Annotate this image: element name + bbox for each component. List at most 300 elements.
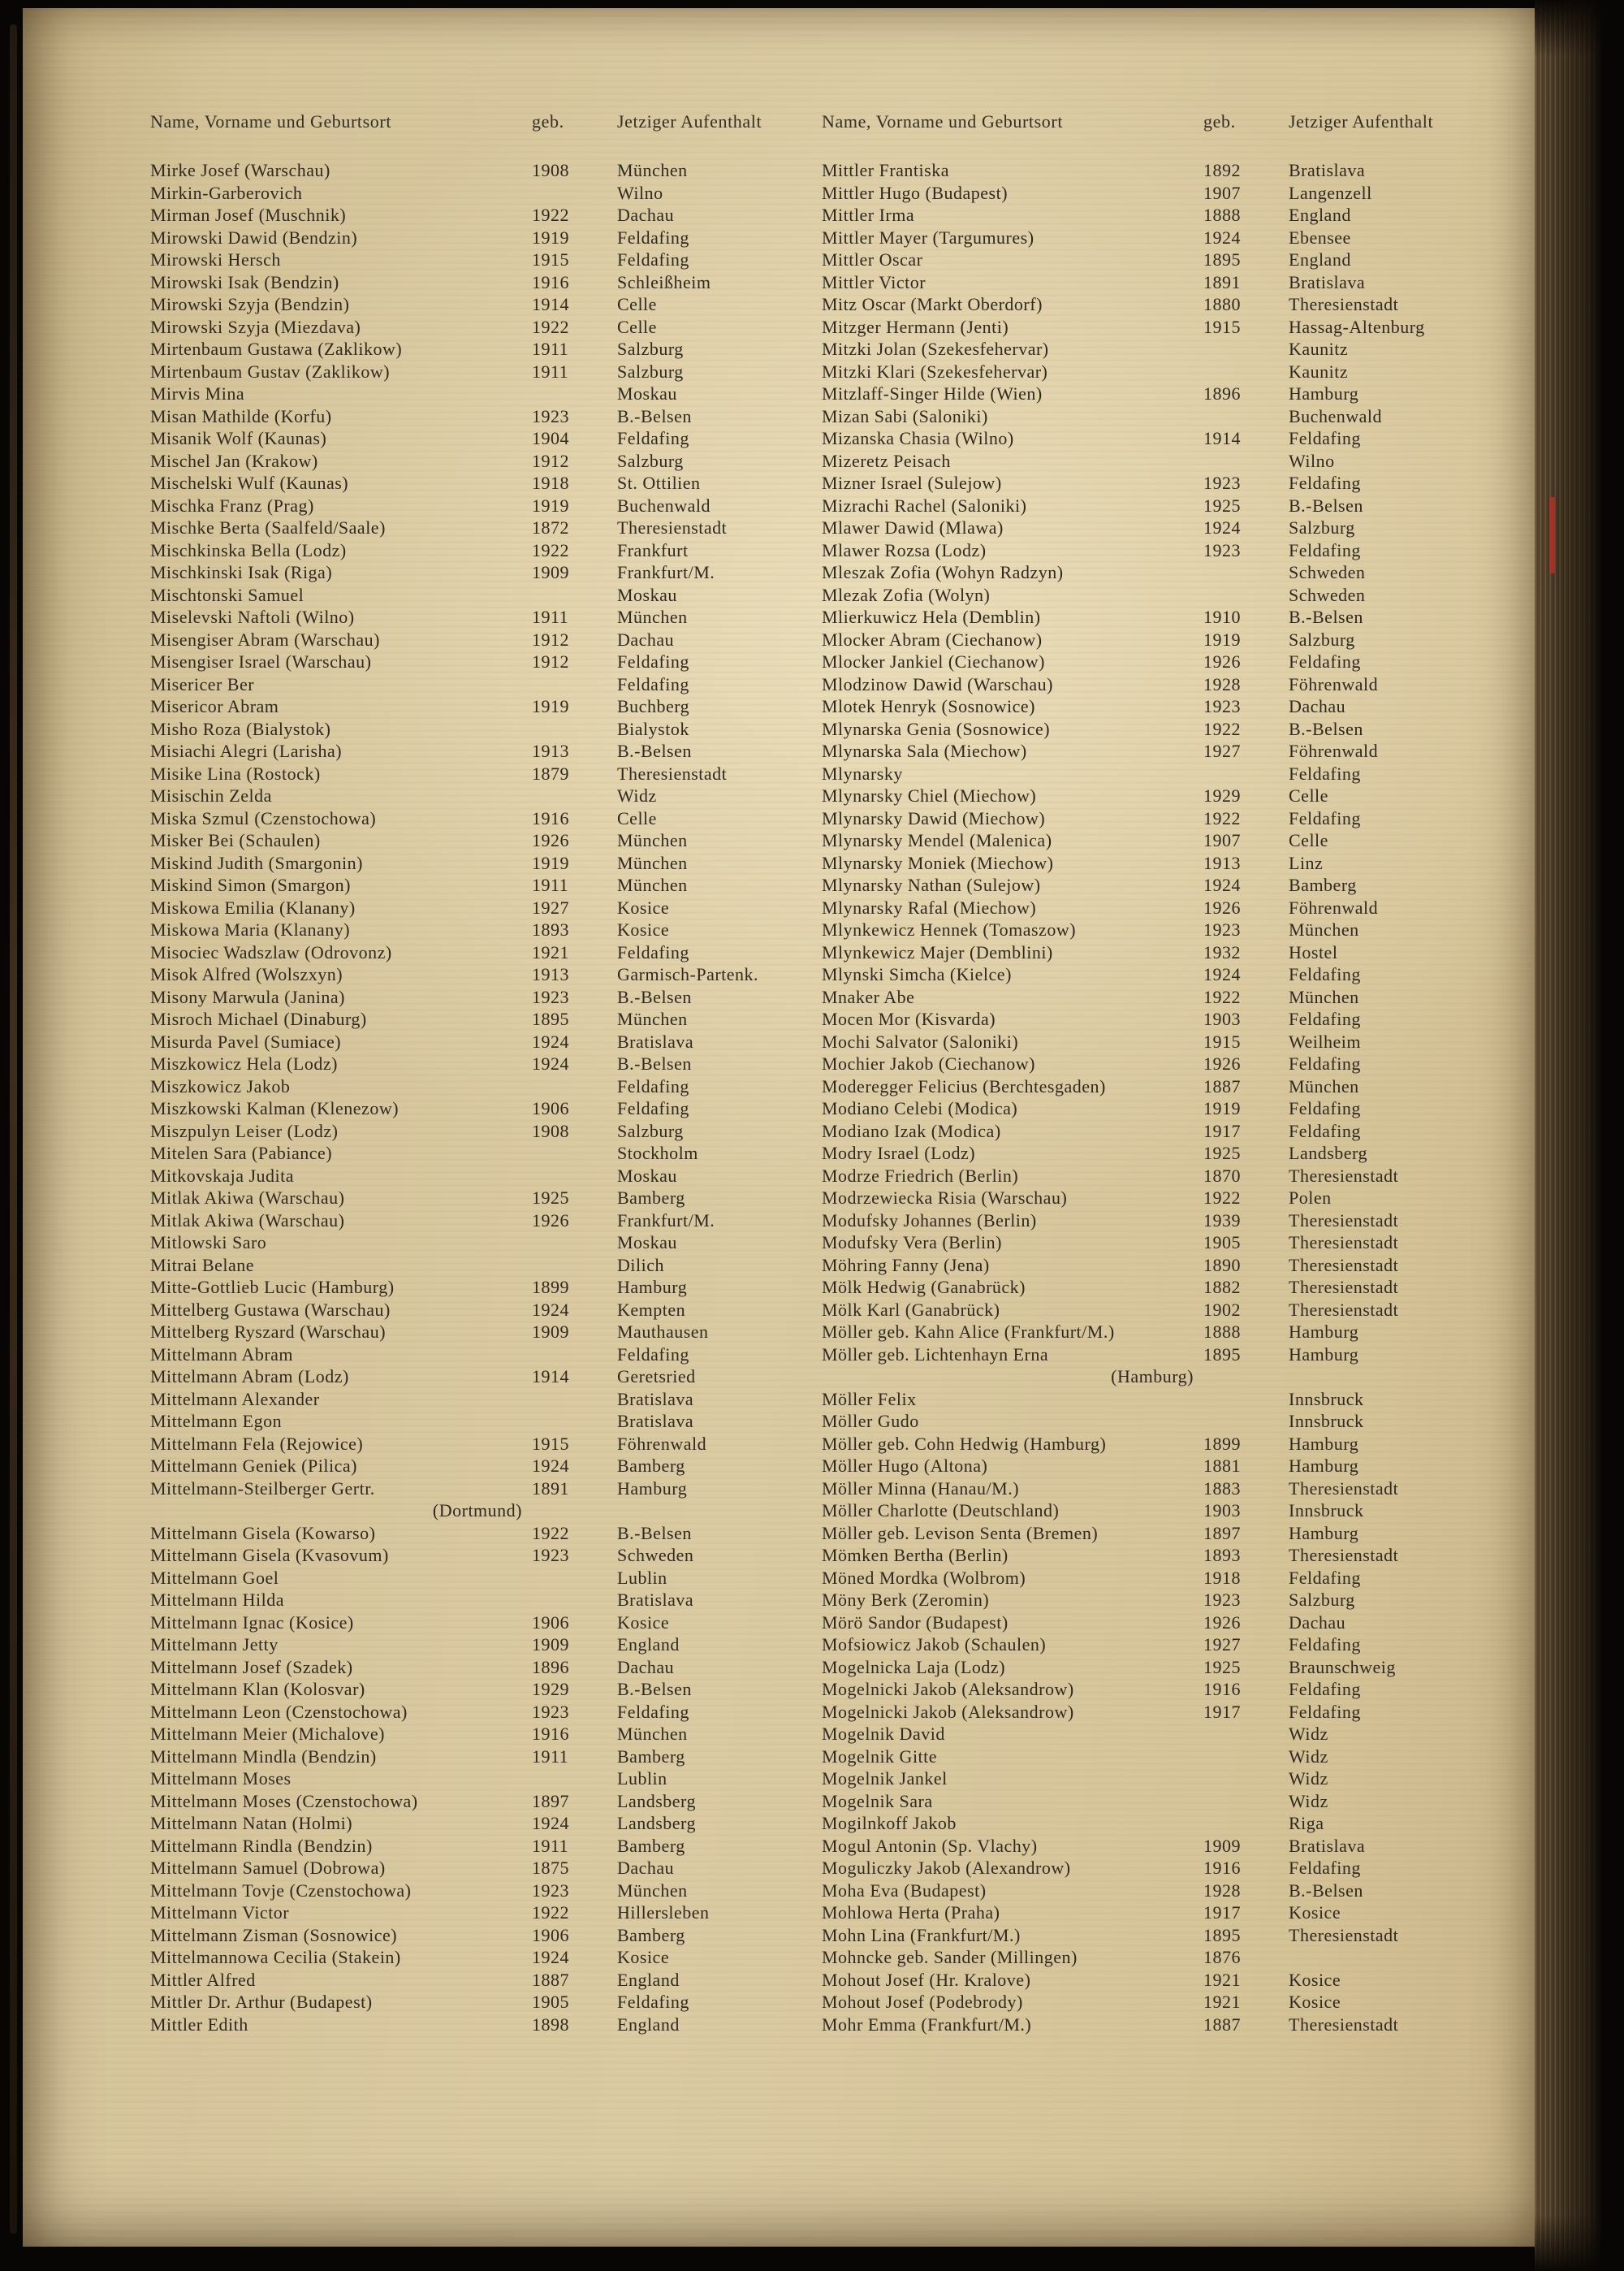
entry-residence: Theresienstadt xyxy=(1289,1477,1399,1499)
entry-name: (Dortmund) xyxy=(432,1500,522,1520)
entry-geb: 1923 xyxy=(532,1545,569,1565)
entry-geb: 1902 xyxy=(1203,1299,1241,1320)
entry-residence: Celle xyxy=(1289,785,1328,806)
entry-name: Mlynarska Genia (Sosnowice) xyxy=(822,718,1051,739)
table-row xyxy=(822,1299,1488,1322)
entry-residence: Salzburg xyxy=(617,450,684,471)
entry-residence: Salzburg xyxy=(1289,629,1355,650)
table-row xyxy=(822,1812,1488,1835)
table-row xyxy=(822,829,1488,852)
entry-name: Misroch Michael (Dinaburg) xyxy=(150,1009,367,1029)
table-row xyxy=(822,1231,1488,1254)
entry-name: Mizner Israel (Sulejow) xyxy=(822,473,1002,493)
entry-name: Mittelmann Gisela (Kowarso) xyxy=(150,1522,376,1543)
entry-residence: Wilno xyxy=(1289,450,1335,471)
entry-residence: Schleißheim xyxy=(617,271,711,292)
table-row xyxy=(822,1008,1488,1031)
table-row xyxy=(822,1767,1488,1790)
entry-residence: Bamberg xyxy=(617,1745,685,1767)
entry-residence: Dachau xyxy=(617,1858,675,1878)
entry-residence: Schweden xyxy=(1289,584,1366,605)
entry-name: Mirowski Dawid (Bendzin) xyxy=(150,227,358,248)
entry-name: Möller Minna (Hanau/M.) xyxy=(822,1477,1020,1499)
entry-residence: St. Ottilien xyxy=(617,473,701,493)
entry-residence: Föhrenwald xyxy=(1289,741,1379,761)
table-row xyxy=(150,1231,800,1254)
entry-residence: München xyxy=(617,830,688,850)
entry-name: Mittelmann Hilda xyxy=(150,1590,285,1610)
entry-residence: Hostel xyxy=(1289,941,1338,962)
entry-name: Mocen Mor (Kisvarda) xyxy=(822,1009,996,1029)
entry-name: Mittelmann Gisela (Kvasovum) xyxy=(150,1545,389,1565)
entry-name: Modiano Celebi (Modica) xyxy=(822,1098,1018,1118)
entry-geb: 1875 xyxy=(532,1858,569,1878)
column-header xyxy=(150,110,762,133)
table-row xyxy=(822,1276,1488,1299)
entry-residence: Kosice xyxy=(1289,1992,1341,2012)
entry-geb: 1919 xyxy=(532,852,569,873)
entry-residence: Feldafing xyxy=(1289,651,1361,672)
entry-geb xyxy=(1203,405,1260,428)
entry-residence: Celle xyxy=(1289,830,1328,850)
entry-residence: Widz xyxy=(1289,1724,1328,1744)
entry-name: (Hamburg) xyxy=(1111,1366,1194,1386)
table-row xyxy=(150,1678,800,1701)
entry-geb: 1918 xyxy=(1203,1567,1241,1588)
entry-geb: 1897 xyxy=(532,1790,569,1811)
entry-name: Mittler Hugo (Budapest) xyxy=(822,182,1009,203)
entry-name: Mitelen Sara (Pabiance) xyxy=(150,1143,333,1163)
entry-geb: 1908 xyxy=(532,1120,569,1141)
table-row xyxy=(822,1745,1488,1768)
entry-geb xyxy=(532,1142,589,1165)
table-row xyxy=(822,651,1488,673)
entry-geb: 1899 xyxy=(532,1277,569,1297)
entry-name: Mogelnik Sara xyxy=(822,1790,933,1811)
entry-geb: 1926 xyxy=(1203,1053,1241,1074)
entry-residence: Hillersleben xyxy=(617,1902,710,1923)
table-row xyxy=(150,1031,800,1053)
entry-name: Misericor Abram xyxy=(150,696,279,716)
table-row xyxy=(822,606,1488,629)
table-row xyxy=(150,2014,800,2036)
entry-geb: 1921 xyxy=(532,941,569,962)
entry-name: Mittelmann Meier (Michalove) xyxy=(150,1724,385,1744)
entry-geb: 1906 xyxy=(532,1924,569,1945)
table-row xyxy=(150,1187,800,1209)
entry-name: Mochi Salvator (Saloniki) xyxy=(822,1031,1019,1052)
entry-residence: Ebensee xyxy=(1289,227,1351,248)
entry-geb: 1925 xyxy=(532,1187,569,1208)
entry-name: Möller Felix xyxy=(822,1388,917,1409)
entry-geb: 1897 xyxy=(1203,1522,1241,1543)
entry-name: Mörö Sandor (Budapest) xyxy=(822,1611,1009,1633)
entry-residence xyxy=(1289,1365,1488,1388)
table-row xyxy=(150,1053,800,1075)
entry-name: Mittelmann Natan (Holmi) xyxy=(150,1813,353,1833)
entry-name: Mittler Oscar xyxy=(822,249,923,270)
entry-name: Mischka Franz (Prag) xyxy=(150,495,314,516)
entry-geb: 1924 xyxy=(532,1456,569,1476)
entry-residence: Buchenwald xyxy=(617,495,710,516)
entry-name: Mischke Berta (Saalfeld/Saale) xyxy=(150,517,386,538)
column-header-name: Name, Vorname und Geburtsort xyxy=(822,111,1064,132)
entry-name: Mittelmann Zisman (Sosnowice) xyxy=(150,1924,398,1945)
entry-residence: Bratislava xyxy=(1289,160,1366,180)
entry-geb: 1927 xyxy=(1203,1634,1241,1655)
entry-residence: Schweden xyxy=(617,1545,694,1565)
table-row xyxy=(822,941,1488,964)
table-row xyxy=(150,1433,800,1456)
entry-geb: 1923 xyxy=(532,986,569,1007)
entry-residence: Salzburg xyxy=(1289,1590,1355,1610)
table-row xyxy=(822,1053,1488,1075)
entry-residence: Theresienstadt xyxy=(1289,1232,1399,1252)
table-row xyxy=(150,1611,800,1634)
table-row xyxy=(822,450,1488,473)
entry-name: Misanik Wolf (Kaunas) xyxy=(150,428,327,448)
entry-name: Mlynarsky Dawid (Miechow) xyxy=(822,807,1046,828)
entry-name: Mirvis Mina xyxy=(150,383,245,404)
entry-geb: 1922 xyxy=(1203,807,1241,828)
entry-residence: Moskau xyxy=(617,1232,677,1252)
entry-geb: 1921 xyxy=(1203,1992,1241,2012)
entry-geb: 1923 xyxy=(532,405,569,426)
entry-residence: Föhrenwald xyxy=(617,1433,707,1454)
entry-residence: Feldafing xyxy=(617,651,689,672)
entry-geb: 1916 xyxy=(1203,1679,1241,1699)
entry-name: Misony Marwula (Janina) xyxy=(150,986,346,1007)
entry-name: Mlynkewicz Hennek (Tomaszow) xyxy=(822,919,1077,940)
entry-geb: 1872 xyxy=(532,517,569,538)
table-row xyxy=(822,986,1488,1009)
entry-name: Mlynarsky Moniek (Miechow) xyxy=(822,852,1054,873)
entries-list-left xyxy=(150,159,800,2035)
entry-residence: München xyxy=(617,875,688,895)
entry-residence: Bratislava xyxy=(617,1388,694,1409)
entry-geb: 1880 xyxy=(1203,294,1241,314)
entry-name: Moha Eva (Budapest) xyxy=(822,1880,987,1901)
entry-residence: Theresienstadt xyxy=(617,517,728,538)
entry-residence: Bratislava xyxy=(1289,271,1366,292)
table-row xyxy=(822,293,1488,316)
entry-geb: 1909 xyxy=(1203,1835,1241,1856)
column-header-geb: geb. xyxy=(532,111,564,132)
entry-name: Mittelmannowa Cecilia (Stakein) xyxy=(150,1947,401,1967)
table-row xyxy=(822,629,1488,651)
entry-geb: 1932 xyxy=(1203,941,1241,962)
entry-geb xyxy=(1203,584,1260,607)
entry-geb: 1919 xyxy=(532,227,569,248)
table-row xyxy=(150,986,800,1009)
table-row xyxy=(150,1767,800,1790)
table-row xyxy=(150,807,800,830)
table-row xyxy=(150,1388,800,1411)
entry-geb: 1906 xyxy=(532,1098,569,1118)
entry-residence: Bratislava xyxy=(617,1031,694,1052)
entry-geb: 1916 xyxy=(532,1724,569,1744)
entry-residence: Buchberg xyxy=(617,696,690,716)
table-row xyxy=(822,673,1488,696)
entry-name: Mirowski Hersch xyxy=(150,249,281,270)
table-row xyxy=(822,249,1488,271)
entry-geb: 1926 xyxy=(1203,897,1241,918)
entry-geb xyxy=(532,1388,589,1411)
entry-residence: Landsberg xyxy=(617,1813,696,1833)
table-row xyxy=(822,1835,1488,1858)
table-row xyxy=(822,2014,1488,2036)
entry-residence: Wilno xyxy=(617,182,663,203)
table-row xyxy=(822,1901,1488,1924)
entry-geb: 1909 xyxy=(532,1322,569,1342)
table-row xyxy=(150,159,800,182)
entry-name: Misengiser Israel (Warschau) xyxy=(150,651,372,672)
table-row xyxy=(822,517,1488,539)
entry-residence: Feldafing xyxy=(617,1992,689,2012)
entry-geb: 1925 xyxy=(1203,1656,1241,1677)
entry-name: Moguliczky Jakob (Alexandrow) xyxy=(822,1858,1071,1878)
entry-name: Mlierkuwicz Hela (Demblin) xyxy=(822,607,1041,627)
entry-name: Mittler Mayer (Targumures) xyxy=(822,227,1034,248)
entry-geb xyxy=(532,1165,589,1187)
entry-residence: Feldafing xyxy=(617,1701,689,1722)
entry-name: Misischin Zelda xyxy=(150,785,272,806)
entry-name: Misike Lina (Rostock) xyxy=(150,763,321,784)
entry-name: Mittelmann Moses (Czenstochowa) xyxy=(150,1790,418,1811)
entry-name: Mittelmann Goel xyxy=(150,1567,279,1588)
table-row xyxy=(822,1946,1488,1969)
table-row xyxy=(150,1835,800,1858)
table-row xyxy=(150,1522,800,1545)
entry-geb: 1903 xyxy=(1203,1009,1241,1029)
entry-name: Modufsky Johannes (Berlin) xyxy=(822,1209,1037,1231)
entry-geb: 1919 xyxy=(1203,629,1241,650)
entry-name: Mirkin-Garberovich xyxy=(150,182,303,203)
entry-residence: Feldafing xyxy=(1289,763,1361,784)
table-row xyxy=(822,561,1488,584)
entry-geb: 1923 xyxy=(532,1880,569,1901)
column-header-residence: Jetziger Aufenthalt xyxy=(1289,111,1434,132)
entry-geb: 1922 xyxy=(1203,986,1241,1007)
table-row xyxy=(822,785,1488,807)
entry-residence: Dachau xyxy=(617,1656,675,1677)
entry-name: Mittelmann-Steilberger Gertr. xyxy=(150,1477,375,1499)
entry-geb: 1924 xyxy=(1203,964,1241,984)
entry-residence: Theresienstadt xyxy=(1289,1545,1399,1565)
table-row xyxy=(822,1433,1488,1456)
entry-name: Mittelmann Victor xyxy=(150,1902,290,1923)
entry-name: Mittelmann Tovje (Czenstochowa) xyxy=(150,1880,412,1901)
entry-geb: 1888 xyxy=(1203,205,1241,225)
entry-name: Miszpulyn Leiser (Lodz) xyxy=(150,1120,339,1141)
entry-residence: Hamburg xyxy=(1289,1522,1359,1543)
entry-residence: Bratislava xyxy=(617,1590,694,1610)
table-row xyxy=(150,1567,800,1590)
table-row xyxy=(822,1790,1488,1813)
entry-residence: Theresienstadt xyxy=(1289,1254,1399,1275)
entry-name: Mittelmann Abram (Lodz) xyxy=(150,1366,349,1386)
entry-geb xyxy=(1203,1365,1260,1388)
entry-name: Mitlak Akiwa (Warschau) xyxy=(150,1209,345,1231)
entry-residence: Buchenwald xyxy=(1289,405,1382,426)
entry-geb: 1925 xyxy=(1203,495,1241,516)
table-row xyxy=(822,1678,1488,1701)
entry-residence: Schweden xyxy=(1289,562,1366,582)
entry-name: Misurda Pavel (Sumiace) xyxy=(150,1031,342,1052)
entry-residence: Bratislava xyxy=(1289,1835,1366,1856)
entry-geb: 1914 xyxy=(532,1366,569,1386)
table-row xyxy=(822,1455,1488,1477)
table-row xyxy=(150,1969,800,1992)
table-row xyxy=(150,1880,800,1902)
entry-geb: 1870 xyxy=(1203,1165,1241,1186)
entry-geb xyxy=(532,1589,589,1611)
table-row xyxy=(822,227,1488,249)
table-row xyxy=(150,852,800,875)
table-row xyxy=(822,539,1488,562)
entry-geb xyxy=(1203,1388,1260,1411)
entry-geb xyxy=(532,1075,589,1098)
entry-residence: Lublin xyxy=(617,1567,667,1588)
table-row xyxy=(822,963,1488,986)
entry-name: Mittelmann Klan (Kolosvar) xyxy=(150,1679,365,1699)
entry-geb: 1881 xyxy=(1203,1456,1241,1476)
entry-geb xyxy=(532,383,589,405)
entry-geb xyxy=(532,1254,589,1277)
table-row xyxy=(150,718,800,741)
table-row xyxy=(150,1477,800,1500)
entry-residence: Bamberg xyxy=(617,1456,685,1476)
column-header xyxy=(822,110,1433,133)
entry-name: Mölk Karl (Ganabrück) xyxy=(822,1299,1000,1320)
entry-name: Mittelberg Ryszard (Warschau) xyxy=(150,1322,387,1342)
entry-residence: Feldafing xyxy=(617,1075,689,1097)
entry-residence: Feldafing xyxy=(617,227,689,248)
entry-residence: Celle xyxy=(617,316,657,337)
entry-residence: Bamberg xyxy=(1289,875,1357,895)
entry-residence: B.-Belsen xyxy=(617,986,692,1007)
table-row xyxy=(150,1165,800,1187)
entry-residence: Feldafing xyxy=(1289,1701,1361,1722)
entry-name: Mochier Jakob (Ciechanow) xyxy=(822,1053,1035,1074)
entry-name: Mittler Alfred xyxy=(150,1969,256,1990)
entry-residence: Innsbruck xyxy=(1289,1411,1364,1431)
table-row xyxy=(822,1031,1488,1053)
entry-name: Misiachi Alegri (Larisha) xyxy=(150,741,343,761)
entry-residence: Moskau xyxy=(617,584,677,605)
table-row xyxy=(822,1611,1488,1634)
entry-geb: 1919 xyxy=(532,696,569,716)
entry-residence: Kosice xyxy=(1289,1902,1341,1923)
table-row xyxy=(822,1209,1488,1232)
entry-residence: Feldafing xyxy=(1289,1053,1361,1074)
entry-name: Mirowski Isak (Bendzin) xyxy=(150,271,339,292)
entry-name: Mitte-Gottlieb Lucic (Hamburg) xyxy=(150,1277,395,1297)
table-row xyxy=(150,1276,800,1299)
entry-name: Möller geb. Kahn Alice (Frankfurt/M.) xyxy=(822,1322,1115,1342)
entry-name: Möhring Fanny (Jena) xyxy=(822,1254,990,1275)
entry-geb: 1928 xyxy=(1203,1880,1241,1901)
table-row xyxy=(150,941,800,964)
table-row xyxy=(150,1321,800,1343)
entry-geb: 1912 xyxy=(532,629,569,650)
entry-residence: Bamberg xyxy=(617,1187,685,1208)
entry-name: Mohncke geb. Sander (Millingen) xyxy=(822,1947,1078,1967)
entry-name: Mittler Edith xyxy=(150,2014,248,2035)
entry-name: Modrze Friedrich (Berlin) xyxy=(822,1165,1019,1186)
entry-name: Mittelmann Moses xyxy=(150,1768,292,1789)
entry-residence xyxy=(617,1499,800,1522)
entry-geb: 1922 xyxy=(1203,718,1241,739)
entry-name: Mitkovskaja Judita xyxy=(150,1165,295,1186)
entry-residence: Dachau xyxy=(1289,1611,1346,1633)
entry-geb: 1887 xyxy=(1203,2014,1241,2035)
entry-geb: 1924 xyxy=(532,1947,569,1967)
entry-name: Mlawer Dawid (Mlawa) xyxy=(822,517,1004,538)
entry-residence: Theresienstadt xyxy=(1289,2014,1399,2035)
entry-name: Mittelmann Leon (Czenstochowa) xyxy=(150,1701,408,1722)
table-row xyxy=(150,405,800,428)
entry-geb: 1912 xyxy=(532,651,569,672)
entry-residence: B.-Belsen xyxy=(1289,495,1363,516)
entry-name: Mitlowski Saro xyxy=(150,1232,267,1252)
entry-geb: 1914 xyxy=(1203,428,1241,448)
table-row xyxy=(822,1924,1488,1947)
entry-residence: Widz xyxy=(617,785,657,806)
entry-name: Mittelberg Gustawa (Warschau) xyxy=(150,1299,391,1320)
entry-geb xyxy=(1203,1723,1260,1745)
entry-name: Mitzger Hermann (Jenti) xyxy=(822,316,1009,337)
entry-residence: Celle xyxy=(617,294,657,314)
entry-name: Misengiser Abram (Warschau) xyxy=(150,629,380,650)
table-row xyxy=(150,963,800,986)
entry-geb: 1905 xyxy=(1203,1232,1241,1252)
entry-residence: Hassag-Altenburg xyxy=(1289,316,1425,337)
table-row xyxy=(822,1499,1488,1522)
entry-residence: Föhrenwald xyxy=(1289,897,1379,918)
entry-geb xyxy=(1203,1767,1260,1790)
entry-residence: Frankfurt xyxy=(617,539,689,560)
table-row xyxy=(150,338,800,361)
entry-geb: 1924 xyxy=(1203,227,1241,248)
entry-name: Mohn Lina (Frankfurt/M.) xyxy=(822,1924,1021,1945)
table-row xyxy=(150,227,800,249)
entry-geb: 1893 xyxy=(532,919,569,940)
entry-residence: B.-Belsen xyxy=(1289,1880,1363,1901)
entry-residence: Theresienstadt xyxy=(1289,294,1399,314)
entry-residence: Feldafing xyxy=(1289,1858,1361,1878)
entry-residence: Theresienstadt xyxy=(617,763,728,784)
entry-residence: München xyxy=(617,1009,688,1029)
entry-geb: 1923 xyxy=(1203,919,1241,940)
entry-geb: 1925 xyxy=(1203,1143,1241,1163)
entry-name: Möller Charlotte (Deutschland) xyxy=(822,1500,1060,1520)
entry-name: Mittelmann Rindla (Bendzin) xyxy=(150,1835,373,1856)
entry-name: Mogilnkoff Jakob xyxy=(822,1813,957,1833)
entry-geb xyxy=(1203,450,1260,473)
table-row xyxy=(150,1633,800,1656)
entry-geb xyxy=(1203,1812,1260,1835)
entry-residence: Braunschweig xyxy=(1289,1656,1396,1677)
entry-name: Mogelnicki Jakob (Aleksandrow) xyxy=(822,1679,1074,1699)
table-row xyxy=(150,763,800,785)
entry-geb: 1896 xyxy=(1203,383,1241,404)
entry-name: Mofsiowicz Jakob (Schaulen) xyxy=(822,1634,1047,1655)
entry-name: Misericer Ber xyxy=(150,673,255,694)
entry-residence: Moskau xyxy=(617,1165,677,1186)
table-row xyxy=(150,874,800,897)
column-header-residence: Jetziger Aufenthalt xyxy=(617,111,762,132)
